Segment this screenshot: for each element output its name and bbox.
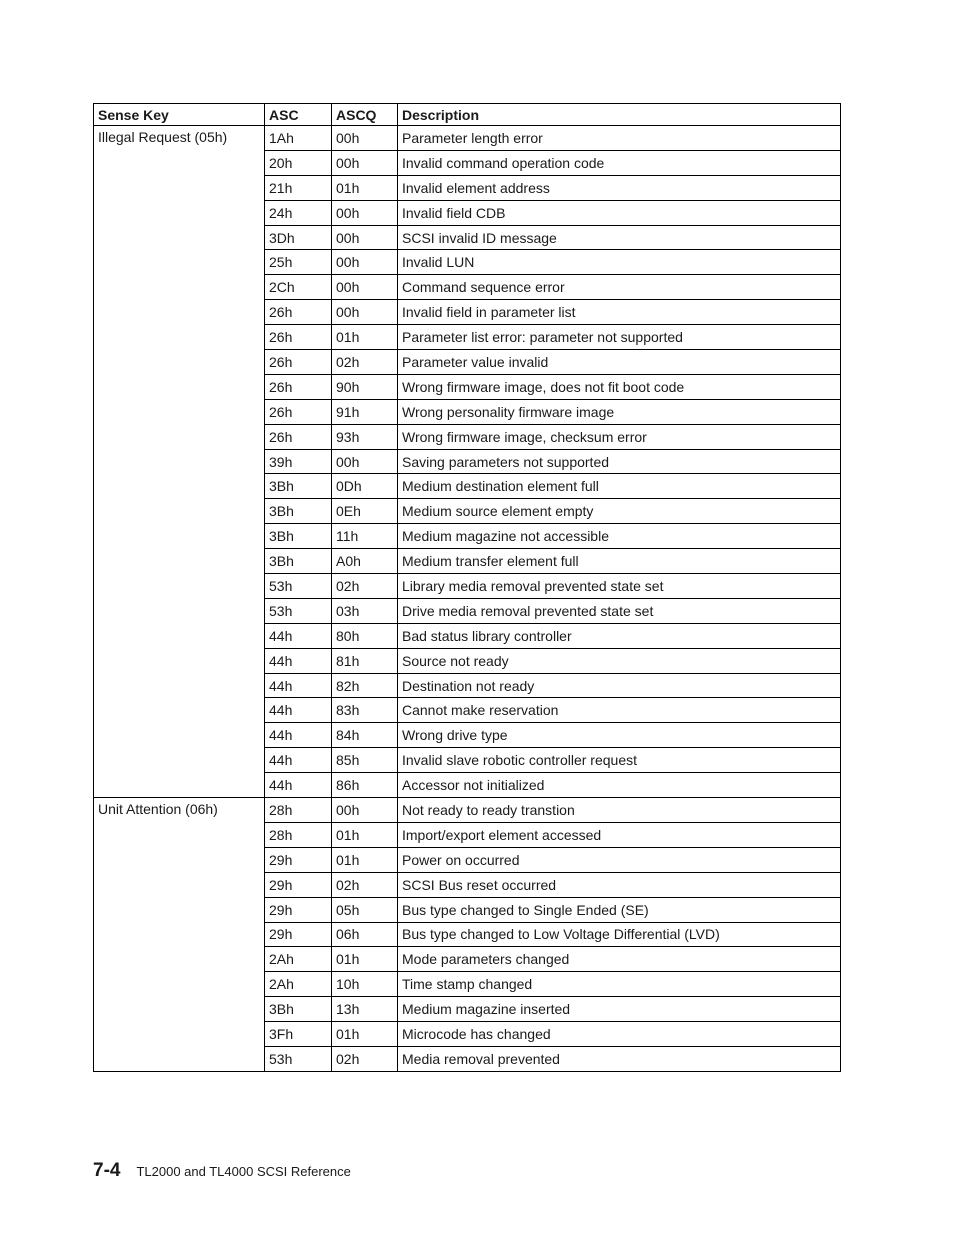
ascq-cell: 00h: [332, 250, 398, 275]
ascq-cell: 81h: [332, 648, 398, 673]
description-cell: Wrong firmware image, does not fit boot code: [398, 374, 841, 399]
description-cell: Source not ready: [398, 648, 841, 673]
asc-cell: 3Bh: [265, 549, 332, 574]
description-cell: Invalid field in parameter list: [398, 300, 841, 325]
ascq-cell: 11h: [332, 524, 398, 549]
asc-cell: 26h: [265, 350, 332, 375]
asc-cell: 3Bh: [265, 499, 332, 524]
ascq-cell: 01h: [332, 822, 398, 847]
ascq-cell: 0Dh: [332, 474, 398, 499]
asc-cell: 28h: [265, 822, 332, 847]
ascq-cell: 90h: [332, 374, 398, 399]
asc-cell: 44h: [265, 773, 332, 798]
description-cell: Medium magazine inserted: [398, 997, 841, 1022]
asc-cell: 2Ch: [265, 275, 332, 300]
table-header-row: [94, 104, 841, 126]
ascq-cell: 00h: [332, 275, 398, 300]
ascq-cell: 01h: [332, 175, 398, 200]
description-cell: Mode parameters changed: [398, 947, 841, 972]
ascq-cell: 02h: [332, 1046, 398, 1071]
asc-cell: 3Bh: [265, 524, 332, 549]
ascq-cell: 02h: [332, 872, 398, 897]
description-cell: Wrong drive type: [398, 723, 841, 748]
asc-cell: 29h: [265, 847, 332, 872]
description-cell: Medium magazine not accessible: [398, 524, 841, 549]
asc-cell: 26h: [265, 374, 332, 399]
sense-key-cell: Unit Attention (06h): [94, 798, 265, 1072]
ascq-cell: 13h: [332, 997, 398, 1022]
asc-cell: 44h: [265, 748, 332, 773]
description-cell: SCSI Bus reset occurred: [398, 872, 841, 897]
description-cell: Bus type changed to Low Voltage Differential (LVD): [398, 922, 841, 947]
ascq-cell: 01h: [332, 325, 398, 350]
ascq-cell: 01h: [332, 947, 398, 972]
asc-cell: 53h: [265, 1046, 332, 1071]
ascq-cell: 86h: [332, 773, 398, 798]
asc-cell: 28h: [265, 798, 332, 823]
description-cell: Accessor not initialized: [398, 773, 841, 798]
description-cell: Cannot make reservation: [398, 698, 841, 723]
asc-cell: 26h: [265, 325, 332, 350]
header-asc: ASC: [265, 104, 332, 126]
ascq-cell: 80h: [332, 623, 398, 648]
description-cell: Wrong firmware image, checksum error: [398, 424, 841, 449]
description-cell: Import/export element accessed: [398, 822, 841, 847]
asc-cell: 26h: [265, 300, 332, 325]
asc-cell: 44h: [265, 698, 332, 723]
description-cell: Power on occurred: [398, 847, 841, 872]
ascq-cell: 00h: [332, 200, 398, 225]
description-cell: Invalid LUN: [398, 250, 841, 275]
ascq-cell: 02h: [332, 574, 398, 599]
asc-cell: 3Dh: [265, 225, 332, 250]
sense-key-cell: Illegal Request (05h): [94, 126, 265, 798]
asc-cell: 3Bh: [265, 997, 332, 1022]
asc-cell: 2Ah: [265, 947, 332, 972]
table-row: [94, 798, 841, 823]
description-cell: Bus type changed to Single Ended (SE): [398, 897, 841, 922]
ascq-cell: 00h: [332, 126, 398, 151]
asc-cell: 21h: [265, 175, 332, 200]
ascq-cell: 05h: [332, 897, 398, 922]
description-cell: Parameter list error: parameter not supported: [398, 325, 841, 350]
header-sense-key: Sense Key: [94, 104, 265, 126]
asc-cell: 39h: [265, 449, 332, 474]
ascq-cell: 93h: [332, 424, 398, 449]
description-cell: Medium source element empty: [398, 499, 841, 524]
description-cell: Not ready to ready transtion: [398, 798, 841, 823]
ascq-cell: 10h: [332, 972, 398, 997]
ascq-cell: 00h: [332, 798, 398, 823]
ascq-cell: A0h: [332, 549, 398, 574]
ascq-cell: 00h: [332, 150, 398, 175]
description-cell: Invalid command operation code: [398, 150, 841, 175]
ascq-cell: 0Eh: [332, 499, 398, 524]
asc-cell: 26h: [265, 424, 332, 449]
table-body: [94, 126, 841, 1072]
description-cell: Wrong personality firmware image: [398, 399, 841, 424]
description-cell: Parameter value invalid: [398, 350, 841, 375]
asc-cell: 26h: [265, 399, 332, 424]
asc-cell: 53h: [265, 574, 332, 599]
asc-cell: 3Bh: [265, 474, 332, 499]
page-footer: [93, 1160, 351, 1182]
ascq-cell: 01h: [332, 847, 398, 872]
description-cell: Medium transfer element full: [398, 549, 841, 574]
ascq-cell: 84h: [332, 723, 398, 748]
asc-cell: 44h: [265, 623, 332, 648]
table-row: [94, 126, 841, 151]
asc-cell: 1Ah: [265, 126, 332, 151]
asc-cell: 24h: [265, 200, 332, 225]
ascq-cell: 82h: [332, 673, 398, 698]
ascq-cell: 03h: [332, 598, 398, 623]
description-cell: Destination not ready: [398, 673, 841, 698]
asc-cell: 29h: [265, 922, 332, 947]
description-cell: Library media removal prevented state set: [398, 574, 841, 599]
description-cell: Saving parameters not supported: [398, 449, 841, 474]
document-title: TL2000 and TL4000 SCSI Reference: [136, 1164, 351, 1179]
asc-cell: 3Fh: [265, 1022, 332, 1047]
description-cell: Bad status library controller: [398, 623, 841, 648]
page-number: 7-4: [93, 1160, 121, 1181]
ascq-cell: 83h: [332, 698, 398, 723]
asc-cell: 20h: [265, 150, 332, 175]
asc-cell: 44h: [265, 648, 332, 673]
sense-code-table: [93, 103, 841, 1072]
ascq-cell: 02h: [332, 350, 398, 375]
description-cell: Medium destination element full: [398, 474, 841, 499]
description-cell: Drive media removal prevented state set: [398, 598, 841, 623]
description-cell: Microcode has changed: [398, 1022, 841, 1047]
ascq-cell: 06h: [332, 922, 398, 947]
description-cell: Invalid element address: [398, 175, 841, 200]
asc-cell: 25h: [265, 250, 332, 275]
description-cell: SCSI invalid ID message: [398, 225, 841, 250]
ascq-cell: 00h: [332, 300, 398, 325]
header-ascq: ASCQ: [332, 104, 398, 126]
asc-cell: 29h: [265, 872, 332, 897]
asc-cell: 29h: [265, 897, 332, 922]
description-cell: Time stamp changed: [398, 972, 841, 997]
asc-cell: 53h: [265, 598, 332, 623]
description-cell: Invalid field CDB: [398, 200, 841, 225]
ascq-cell: 00h: [332, 449, 398, 474]
asc-cell: 2Ah: [265, 972, 332, 997]
ascq-cell: 91h: [332, 399, 398, 424]
description-cell: Parameter length error: [398, 126, 841, 151]
description-cell: Command sequence error: [398, 275, 841, 300]
header-description: Description: [398, 104, 841, 126]
description-cell: Media removal prevented: [398, 1046, 841, 1071]
ascq-cell: 01h: [332, 1022, 398, 1047]
description-cell: Invalid slave robotic controller request: [398, 748, 841, 773]
asc-cell: 44h: [265, 673, 332, 698]
ascq-cell: 85h: [332, 748, 398, 773]
asc-cell: 44h: [265, 723, 332, 748]
ascq-cell: 00h: [332, 225, 398, 250]
